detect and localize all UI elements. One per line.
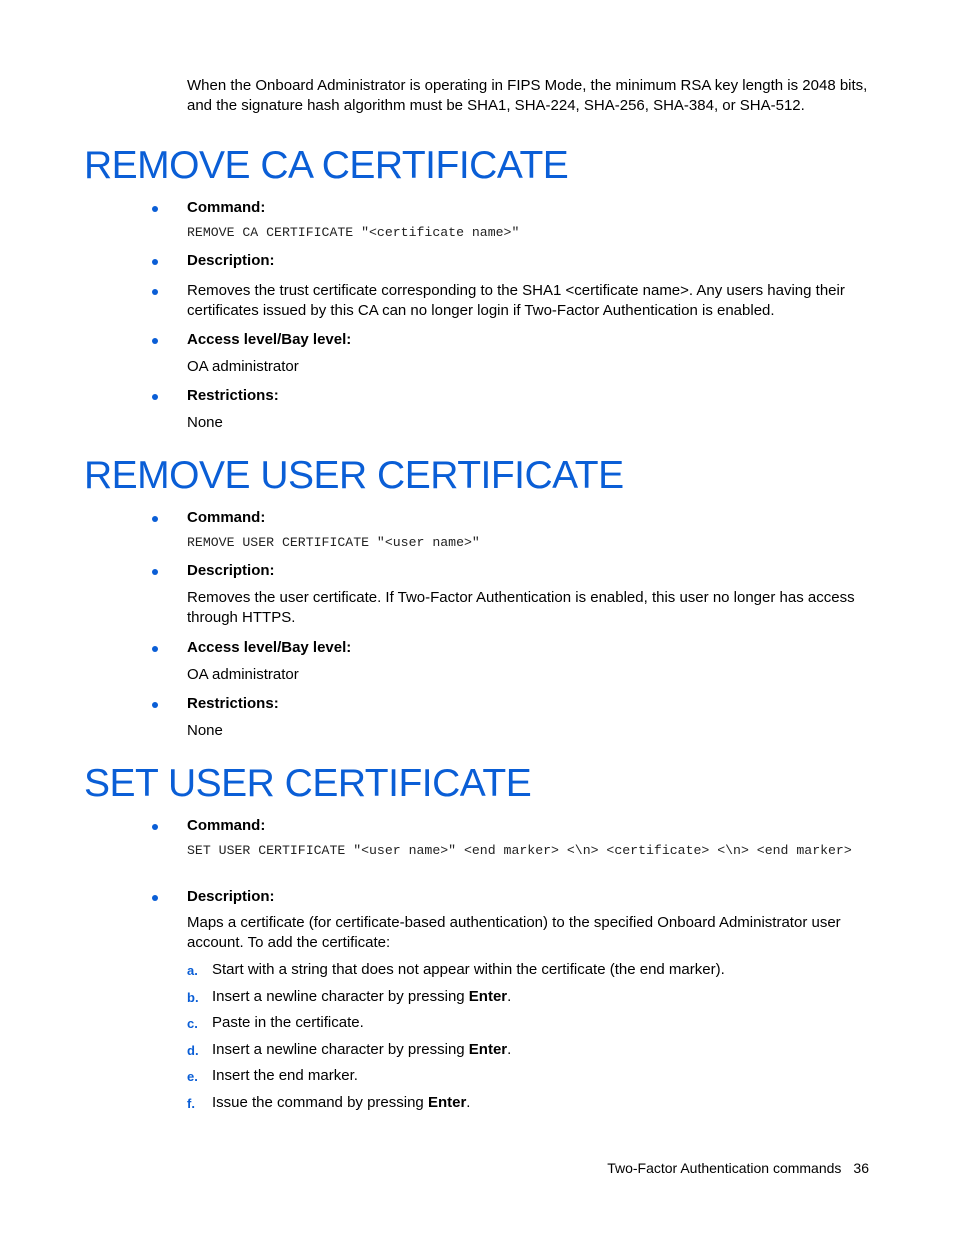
bullet-icon	[152, 695, 162, 713]
access-level-label: Access level/Bay level:	[187, 639, 352, 656]
step-text	[212, 1014, 872, 1032]
description-label: Description:	[187, 562, 275, 579]
step-letter: a.	[187, 963, 198, 978]
key-name: Enter	[468, 1041, 508, 1058]
description-text: Maps a certificate (for certificate-based authentication) to the specified Onboard Administrator user account. To add the certificate:	[187, 914, 841, 951]
step-letter: d.	[187, 1043, 199, 1058]
step-letter: c.	[187, 1016, 198, 1031]
intro-paragraph: When the Onboard Administrator is operating in FIPS Mode, the minimum RSA key length is 2048 bits, and the signature hash algorithm must be SHA1, SHA-224, SHA-256, SHA-384, or SHA-512.	[187, 77, 868, 114]
bullet-icon	[152, 562, 162, 580]
step-letter: e.	[187, 1069, 198, 1084]
step-text-content: Paste in the certificate.	[212, 1014, 364, 1031]
step-letter: b.	[187, 990, 199, 1005]
restrictions-label: Restrictions:	[187, 387, 279, 404]
restrictions-label: Restrictions:	[187, 695, 279, 712]
restrictions-value: None	[187, 722, 223, 739]
description-label: Description:	[187, 252, 275, 269]
bullet-icon	[152, 282, 162, 300]
step-text-content: Insert a newline character by pressing	[212, 1041, 469, 1058]
bullet-icon	[152, 817, 162, 835]
step-text-content: Start with a string that does not appear within the certificate (the end marker).	[212, 961, 725, 978]
bullet-icon	[152, 509, 162, 527]
bullet-icon	[152, 199, 162, 217]
step-letter: f.	[187, 1096, 195, 1111]
step-text	[212, 1067, 872, 1085]
bullet-icon	[152, 331, 162, 349]
section-title-remove-user-certificate: REMOVE USER CERTIFICATE	[84, 454, 624, 497]
access-level-value: OA administrator	[187, 666, 299, 683]
bullet-icon	[152, 639, 162, 657]
step-text-content: Insert a newline character by pressing	[212, 988, 469, 1005]
restrictions-value: None	[187, 414, 223, 431]
command-label: Command:	[187, 817, 266, 834]
access-level-value: OA administrator	[187, 358, 299, 375]
step-text	[212, 961, 872, 979]
command-syntax: SET USER CERTIFICATE "<user name>" <end marker> <\n> <certificate> <\n> <end marker>	[187, 843, 852, 858]
page-number: 36	[853, 1160, 869, 1176]
section-title-set-user-certificate: SET USER CERTIFICATE	[84, 762, 532, 805]
command-syntax: REMOVE USER CERTIFICATE "<user name>"	[187, 535, 480, 550]
step-text-content: Insert the end marker.	[212, 1067, 358, 1084]
bullet-icon	[152, 252, 162, 270]
key-name: Enter	[427, 1094, 467, 1111]
step-text: Insert a newline character by pressing Enter.	[212, 988, 512, 1005]
page-footer	[607, 1159, 869, 1177]
bullet-icon	[152, 387, 162, 405]
step-text: Insert a newline character by pressing Enter.	[212, 1041, 512, 1058]
step-text-content: Issue the command by pressing	[212, 1094, 428, 1111]
key-name: Enter	[468, 988, 508, 1005]
footer-chapter: Two-Factor Authentication commands	[607, 1160, 842, 1176]
bullet-icon	[152, 888, 162, 906]
description-text: Removes the trust certificate corresponding to the SHA1 <certificate name>. Any users having their certificates issued by this CA can no longer login if Two-Factor Authentication is enabled.	[187, 282, 845, 319]
access-level-label: Access level/Bay level:	[187, 331, 352, 348]
section-title-remove-ca-certificate: REMOVE CA CERTIFICATE	[84, 144, 569, 187]
step-text: Issue the command by pressing Enter.	[212, 1094, 471, 1111]
command-syntax: REMOVE CA CERTIFICATE "<certificate name>"	[187, 225, 520, 240]
description-label: Description:	[187, 888, 275, 905]
description-text: Removes the user certificate. If Two-Factor Authentication is enabled, this user no longer has access through HTTPS.	[187, 589, 855, 626]
command-label: Command:	[187, 509, 266, 526]
command-label: Command:	[187, 199, 266, 216]
